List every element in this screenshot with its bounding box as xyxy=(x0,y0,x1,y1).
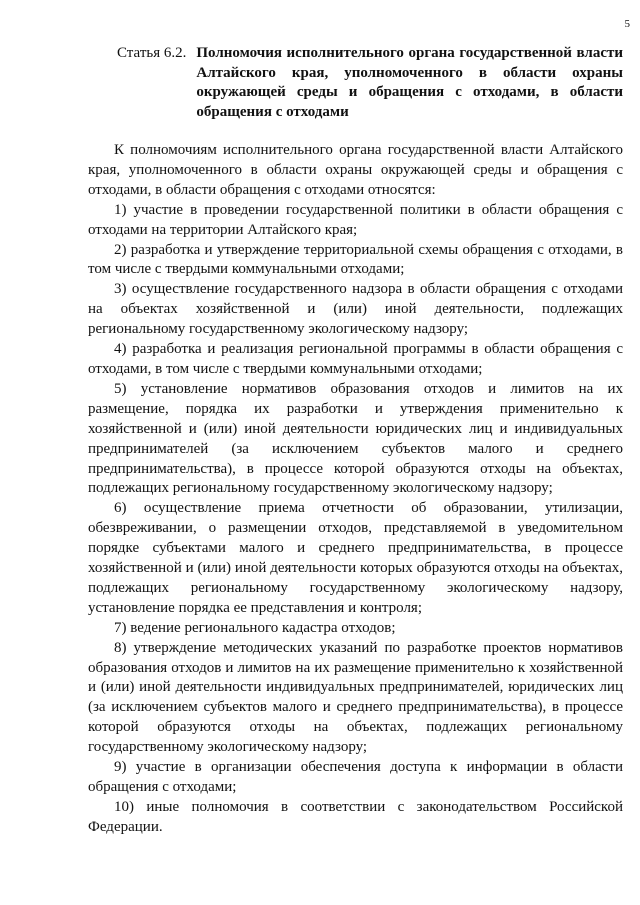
list-item: 7) ведение регионального кадастра отходов; xyxy=(114,619,396,636)
article-title: Полномочия исполнительного органа государственной власти Алтайского края, уполномоченного в области охраны окружающей среды и обращения с отходами, в области обращения с отходами xyxy=(196,45,623,120)
list-item: 10) иные полномочия в соответствии с законодательством Российской Федерации. xyxy=(88,798,623,835)
page-number: 5 xyxy=(624,18,630,30)
list-item: 9) участие в организации обеспечения доступа к информации в области обращения с отходами; xyxy=(88,759,623,795)
list-item: 2) разработка и утверждение территориальной схемы обращения с отходами, в том числе с твердыми коммунальными отходами; xyxy=(88,241,623,278)
list-item: 8) утверждение методических указаний по разработке проектов нормативов образования отходов и лимитов на их размещение применительно к хозяйственной и (или) иной деятельности индивидуальных предпринимателей, юридических лиц (за исключением субъектов малого и среднего предпринимательства), в процессе которой образуются отходы на объектах, подлежащих региональному государственному экологическому надзору; xyxy=(88,639,623,756)
list-item: 6) осуществление приема отчетности об образовании, утилизации, обезвреживании, о размещении отходов, представляемой в уведомительном порядке субъектами малого и среднего предпринимательства, в процессе хозяйственной и (или) иной деятельности которых образуются отходы на объектах, подлежащих региональному государственному экологическому надзору, установление порядка ее представления и контроля; xyxy=(88,500,623,616)
intro-paragraph: К полномочиям исполнительного органа государственной власти Алтайского края, уполномоченного в области охраны окружающей среды и обращения с отходами, в области обращения с отходами относятся: xyxy=(88,142,623,198)
list-item: 1) участие в проведении государственной политики в области обращения с отходами на территории Алтайского края; xyxy=(88,201,623,238)
article-body xyxy=(88,141,623,838)
list-item: 3) осуществление государственного надзора в области обращения с отходами на объектах хозяйственной и (или) иной деятельности, подлежащих региональному государственному экологическому надзору; xyxy=(88,281,623,338)
article-heading xyxy=(117,44,623,122)
article-label: Статья 6.2. xyxy=(117,45,187,61)
list-item: 5) установление нормативов образования отходов и лимитов на их размещение, порядка их разработки и утверждения применительно к хозяйственной и (или) иной деятельности юридических лиц и индивидуальных предпринимателей (за исключением субъектов малого и среднего предпринимательства), в процессе которой образуются отходы на объектах, подлежащих региональному государственному экологическому надзору; xyxy=(88,380,623,497)
list-item: 4) разработка и реализация региональной программы в области обращения с отходами, в том числе с твердыми коммунальными отходами; xyxy=(88,341,623,377)
